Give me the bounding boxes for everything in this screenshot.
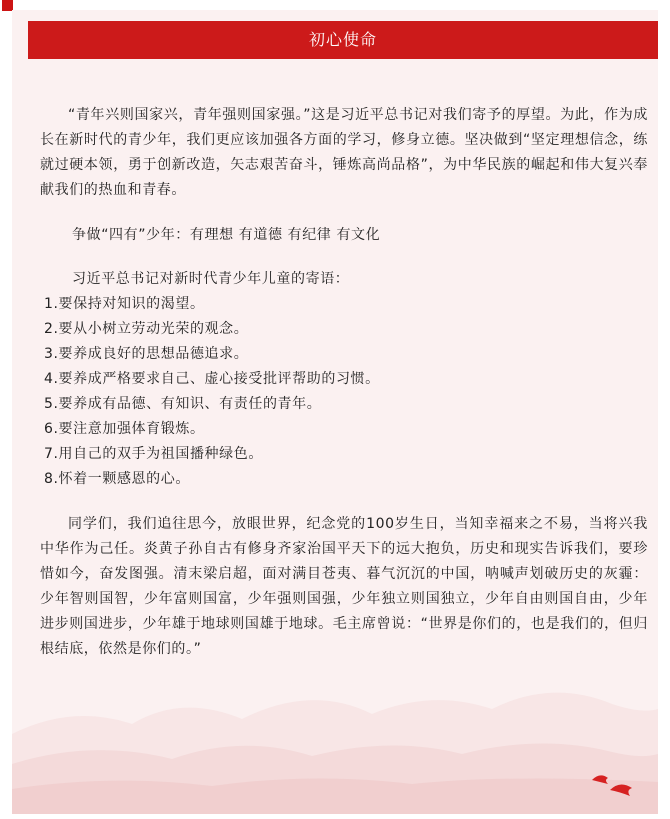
intro-paragraph: “青年兴则国家兴，青年强则国家强。”这是习近平总书记对我们寄予的厚望。为此，作为成长在新时代的青少年，我们更应该加强各方面的学习，修身立德。坚决做到“坚定理想信念，练就过硬本领，勇于创新改造，矢志艰苦奋斗，锤炼高尚品格”，为中华民族的崛起和伟大复兴奉献我们的热血和青春。 (40, 107, 648, 198)
list-item: 3.要养成良好的思想品德追求。 (44, 346, 249, 362)
messages-heading: 习近平总书记对新时代青少年儿童的寄语： (72, 271, 350, 287)
list-item: 7.用自己的双手为祖国播种绿色。 (44, 446, 263, 462)
list-item: 5.要养成有品德、有知识、有责任的青年。 (44, 396, 322, 412)
closing-paragraph: 同学们，我们追往思今，放眼世界，纪念党的100岁生日，当知幸福来之不易，当将兴我中华作为己任。炎黄子孙自古有修身齐家治国平天下的远大抱负，历史和现实告诉我们，要珍惜如今，奋发图强。清末梁启超，面对满目苍夷、暮气沉沉的中国，呐喊声划破历史的灰霾：少年智则国智，少年富则国富，少年强则国强，少年独立则国独立，少年自由则国自由，少年进步则国进步，少年雄于地球则国雄于地球。毛主席曾说：“世界是你们的，也是我们的，但归根结底，依然是你们的。” (40, 516, 648, 657)
four-haves-line: 争做“四有”少年：有理想 有道德 有纪律 有文化 (72, 227, 381, 243)
list-item: 4.要养成严格要求自己、虚心接受批评帮助的习惯。 (44, 371, 380, 387)
list-item: 2.要从小树立劳动光荣的观念。 (44, 321, 249, 337)
birds-icon (590, 768, 636, 804)
mountain-background-decoration (12, 664, 658, 814)
section-title: 初心使命 (28, 21, 658, 59)
list-item: 1.要保持对知识的渴望。 (44, 296, 205, 312)
messages-list (40, 292, 648, 492)
article-body (40, 103, 648, 662)
list-item: 6.要注意加强体育锻炼。 (44, 421, 205, 437)
article-card (12, 10, 658, 814)
list-item: 8.怀着一颗感恩的心。 (44, 471, 190, 487)
